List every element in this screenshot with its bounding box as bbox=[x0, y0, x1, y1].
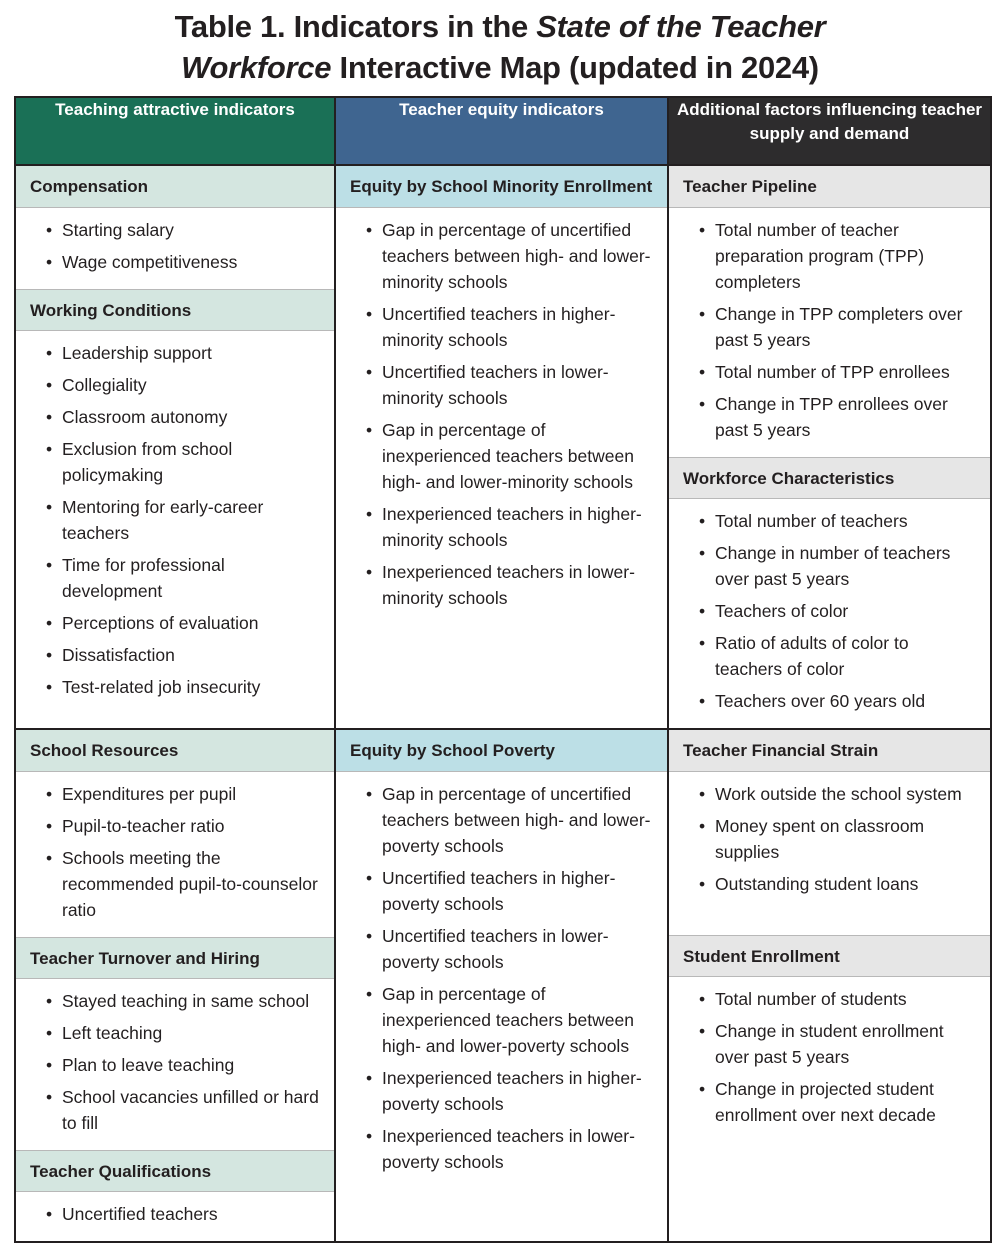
list-item: • Pupil-to-teacher ratio bbox=[62, 813, 324, 839]
cell-col2-bottom bbox=[335, 729, 668, 1242]
list-item: • Uncertified teachers in higher-minority schools bbox=[382, 301, 657, 353]
list-student-enrollment bbox=[669, 977, 990, 1142]
section-financial-strain: Teacher Financial Strain bbox=[669, 730, 990, 772]
list-minority-enrollment bbox=[336, 208, 667, 625]
list-item: • Total number of students bbox=[715, 986, 980, 1012]
section-school-poverty: Equity by School Poverty bbox=[336, 730, 667, 772]
list-item: • Money spent on classroom supplies bbox=[715, 813, 980, 865]
cell-col1-top bbox=[15, 165, 335, 729]
title-prefix: Table 1. Indicators in the bbox=[174, 9, 537, 44]
column-header-equity: Teacher equity indicators bbox=[335, 97, 668, 165]
list-item: • Uncertified teachers in lower-minority schools bbox=[382, 359, 657, 411]
list-item: • Classroom autonomy bbox=[62, 404, 324, 430]
section-student-enrollment: Student Enrollment bbox=[669, 935, 990, 977]
title-italic-state-of-the-teacher: State of the Teacher bbox=[536, 9, 826, 44]
list-item: • Test-related job insecurity bbox=[62, 674, 324, 700]
list-item: • Time for professional development bbox=[62, 552, 324, 604]
list-item: • Total number of teachers bbox=[715, 508, 980, 534]
list-item: • Work outside the school system bbox=[715, 781, 980, 807]
cell-col1-bottom bbox=[15, 729, 335, 1242]
title-italic-workforce: Workforce bbox=[181, 50, 332, 85]
title-suffix: Interactive Map (updated in 2024) bbox=[331, 50, 819, 85]
list-teacher-pipeline bbox=[669, 208, 990, 457]
cell-col3-bottom bbox=[668, 729, 991, 1242]
list-item: • Ratio of adults of color to teachers of color bbox=[715, 630, 980, 682]
section-teacher-qualifications: Teacher Qualifications bbox=[16, 1150, 334, 1192]
list-item: • Exclusion from school policymaking bbox=[62, 436, 324, 488]
section-school-resources: School Resources bbox=[16, 730, 334, 772]
list-item: • Uncertified teachers in lower-poverty schools bbox=[382, 923, 657, 975]
list-item: • Change in student enrollment over past 5 years bbox=[715, 1018, 980, 1070]
list-item: • Leadership support bbox=[62, 340, 324, 366]
column-header-supply-demand: Additional factors influencing teacher supply and demand bbox=[668, 97, 991, 165]
table-title bbox=[0, 0, 1000, 90]
list-item: • Expenditures per pupil bbox=[62, 781, 324, 807]
list-item: • Starting salary bbox=[62, 217, 324, 243]
section-minority-enrollment: Equity by School Minority Enrollment bbox=[336, 166, 667, 208]
list-item: • Teachers of color bbox=[715, 598, 980, 624]
list-item: • School vacancies unfilled or hard to fill bbox=[62, 1084, 324, 1136]
list-item: • Plan to leave teaching bbox=[62, 1052, 324, 1078]
list-item: • Uncertified teachers in higher-poverty schools bbox=[382, 865, 657, 917]
list-financial-strain bbox=[669, 772, 990, 935]
list-item: • Total number of TPP enrollees bbox=[715, 359, 980, 385]
list-item: • Schools meeting the recommended pupil-to-counselor ratio bbox=[62, 845, 324, 923]
list-item: • Change in TPP completers over past 5 years bbox=[715, 301, 980, 353]
list-item: • Uncertified teachers bbox=[62, 1201, 324, 1227]
list-item: • Mentoring for early-career teachers bbox=[62, 494, 324, 546]
list-item: • Gap in percentage of inexperienced teachers between high- and lower-poverty schools bbox=[382, 981, 657, 1059]
list-item: • Total number of teacher preparation program (TPP) completers bbox=[715, 217, 980, 295]
list-item: • Left teaching bbox=[62, 1020, 324, 1046]
list-item: • Inexperienced teachers in lower-minority schools bbox=[382, 559, 657, 611]
column-header-attractive: Teaching attractive indicators bbox=[15, 97, 335, 165]
section-compensation: Compensation bbox=[16, 166, 334, 208]
list-item: • Teachers over 60 years old bbox=[715, 688, 980, 714]
list-item: • Dissatisfaction bbox=[62, 642, 324, 668]
list-workforce-characteristics bbox=[669, 499, 990, 728]
list-item: • Gap in percentage of inexperienced teachers between high- and lower-minority schools bbox=[382, 417, 657, 495]
list-compensation bbox=[16, 208, 334, 289]
list-teacher-qualifications bbox=[16, 1192, 334, 1241]
section-turnover-hiring: Teacher Turnover and Hiring bbox=[16, 937, 334, 979]
cell-col3-top bbox=[668, 165, 991, 729]
cell-col2-top bbox=[335, 165, 668, 729]
list-item: • Gap in percentage of uncertified teachers between high- and lower-minority schools bbox=[382, 217, 657, 295]
list-item: • Outstanding student loans bbox=[715, 871, 980, 897]
section-teacher-pipeline: Teacher Pipeline bbox=[669, 166, 990, 208]
list-item: • Inexperienced teachers in higher-minority schools bbox=[382, 501, 657, 553]
section-working-conditions: Working Conditions bbox=[16, 289, 334, 331]
list-item: • Wage competitiveness bbox=[62, 249, 324, 275]
list-item: • Perceptions of evaluation bbox=[62, 610, 324, 636]
section-workforce-characteristics: Workforce Characteristics bbox=[669, 457, 990, 499]
list-item: • Inexperienced teachers in higher-poverty schools bbox=[382, 1065, 657, 1117]
indicators-table bbox=[14, 96, 992, 1243]
list-item: • Change in TPP enrollees over past 5 years bbox=[715, 391, 980, 443]
list-item: • Inexperienced teachers in lower-poverty schools bbox=[382, 1123, 657, 1175]
list-item: • Change in number of teachers over past 5 years bbox=[715, 540, 980, 592]
list-working-conditions bbox=[16, 331, 334, 714]
list-item: • Collegiality bbox=[62, 372, 324, 398]
list-item: • Gap in percentage of uncertified teachers between high- and lower-poverty schools bbox=[382, 781, 657, 859]
list-school-poverty bbox=[336, 772, 667, 1189]
list-turnover-hiring bbox=[16, 979, 334, 1150]
list-item: • Stayed teaching in same school bbox=[62, 988, 324, 1014]
list-item: • Change in projected student enrollment over next decade bbox=[715, 1076, 980, 1128]
list-school-resources bbox=[16, 772, 334, 937]
